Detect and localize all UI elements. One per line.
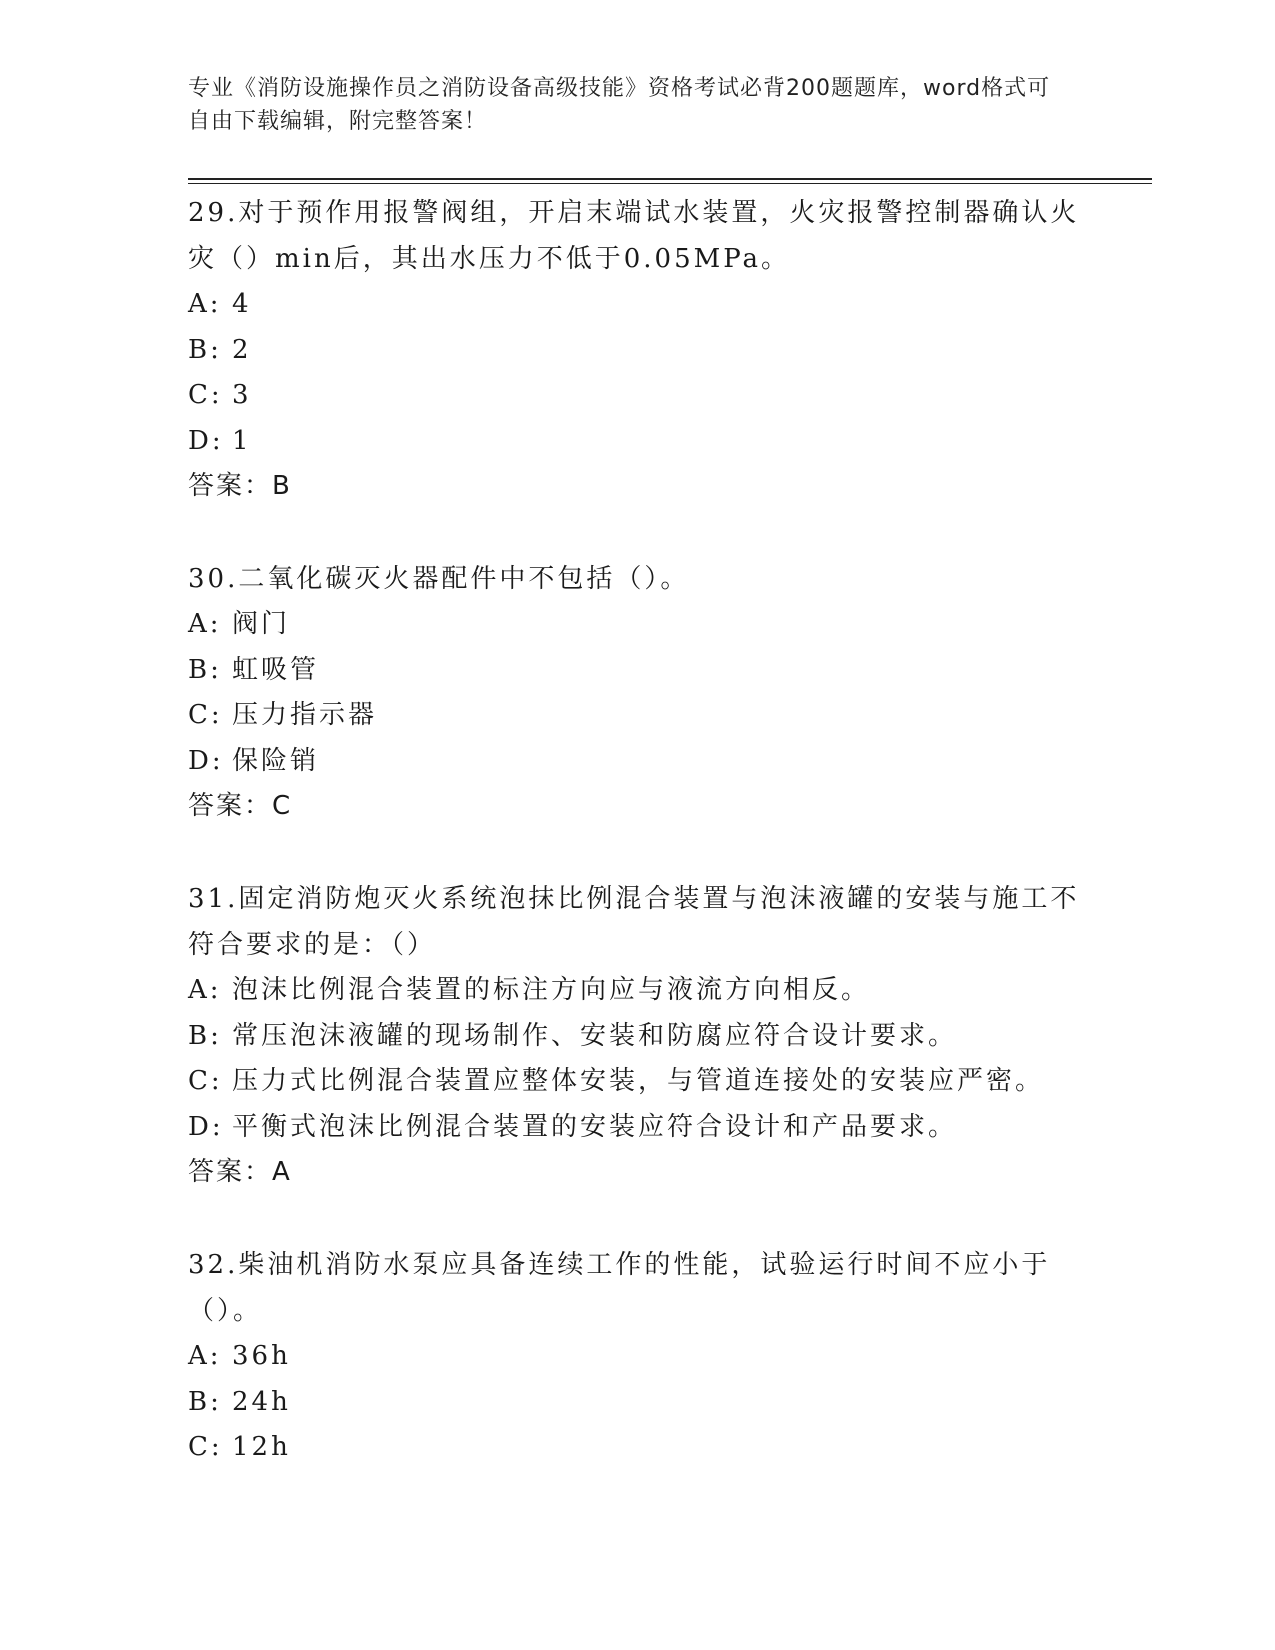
document-header: 专业《消防设施操作员之消防设备高级技能》资格考试必背200题题库，word格式可自由下载编辑，附完整答案！ [188,76,1051,134]
option-d [188,1105,1088,1151]
answer-line: 答案：C [188,791,293,821]
option-text: 1 [232,425,252,456]
option-text: 阀门 [232,609,291,639]
question-stem: 30.二氧化碳灭火器配件中不包括（）。 [188,564,690,594]
option-c [188,693,1088,739]
option-b [188,1014,1088,1060]
option-text: 保险销 [232,745,320,776]
question-spacer [188,1194,1088,1242]
question-stem: 31.固定消防炮灭火系统泡抹比例混合装置与泡沫液罐的安装与施工不符合要求的是：（） [188,884,1080,960]
option-b [188,648,1088,694]
question-32 [188,1242,1088,1471]
header-divider-thin [188,183,1152,184]
option-key: C: [188,1432,223,1462]
question-30 [188,556,1088,828]
option-text: 2 [232,334,252,365]
option-key: D: [188,745,224,776]
question-stem: 29.对于预作用报警阀组，开启末端试水装置，火灾报警控制器确认火灾（）min后，其出水压力不低于0.05MPa。 [188,198,1080,274]
option-b [188,1380,1088,1426]
option-key: C: [188,700,223,730]
option-a [188,968,1088,1014]
option-text: 平衡式泡沫比例混合装置的安装应符合设计和产品要求。 [232,1111,958,1142]
header-divider-thick [188,178,1152,180]
option-text: 3 [232,380,252,410]
question-spacer [188,508,1088,556]
option-text: 压力指示器 [232,700,378,730]
option-key: D: [188,1111,224,1142]
answer-line: 答案：A [188,1157,292,1187]
option-key: A: [188,609,222,639]
option-key: B: [188,1020,222,1051]
question-29 [188,190,1088,508]
option-text: 36h [232,1341,291,1371]
option-text: 4 [232,289,252,319]
option-key: B: [188,654,222,685]
option-b [188,328,1088,374]
question-31 [188,876,1088,1194]
option-key: D: [188,425,224,456]
option-key: C: [188,380,223,410]
option-key: B: [188,334,222,365]
question-list [188,190,1088,1471]
option-a [188,602,1088,648]
option-a [188,1334,1088,1380]
option-text: 24h [232,1386,291,1417]
option-key: C: [188,1066,223,1096]
option-a [188,282,1088,328]
option-c [188,1059,1088,1105]
option-key: A: [188,1341,222,1371]
option-c [188,373,1088,419]
question-stem: 32.柴油机消防水泵应具备连续工作的性能，试验运行时间不应小于（）。 [188,1250,1051,1326]
question-spacer [188,828,1088,876]
option-text: 常压泡沫液罐的现场制作、安装和防腐应符合设计要求。 [232,1020,958,1051]
option-c [188,1425,1088,1471]
option-text: 压力式比例混合装置应整体安装，与管道连接处的安装应严密。 [232,1066,1045,1096]
option-d [188,419,1088,465]
option-text: 虹吸管 [232,654,320,685]
option-d [188,739,1088,785]
option-text: 12h [232,1432,291,1462]
option-key: B: [188,1386,222,1417]
option-key: A: [188,975,222,1005]
option-text: 泡沫比例混合装置的标注方向应与液流方向相反。 [232,975,871,1005]
answer-line: 答案：B [188,471,292,501]
option-key: A: [188,289,222,319]
